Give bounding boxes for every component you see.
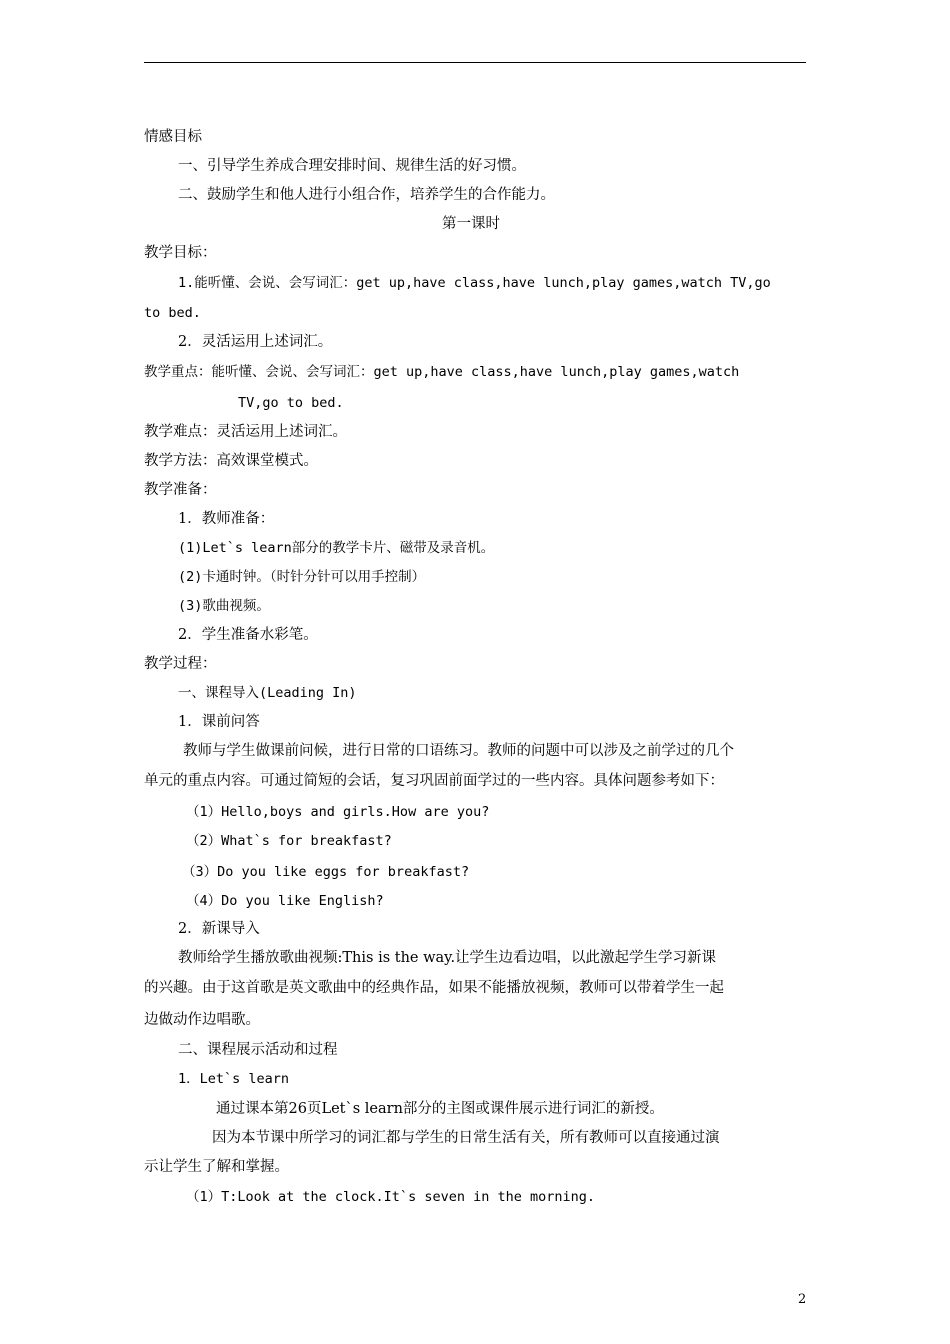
section-heading: 教学过程：	[144, 656, 217, 672]
paragraph: 教学方法：高效课堂模式。	[144, 453, 318, 469]
paragraph: （1）T:Look at the clock.It`s seven in the morning.	[186, 1189, 596, 1205]
paragraph: 通过课本第26页Let`s learn部分的主图或课件展示进行词汇的新授。	[216, 1101, 664, 1117]
paragraph: 单元的重点内容。可通过简短的会话，复习巩固前面学过的一些内容。具体问题参考如下：	[144, 773, 724, 789]
list-item: (1)Let`s learn部分的教学卡片、磁带及录音机。	[178, 540, 495, 556]
paragraph: TV,go to bed.	[238, 395, 344, 411]
paragraph: 边做动作边唱歌。	[144, 1012, 260, 1028]
paragraph: 二、课程展示活动和过程	[178, 1042, 338, 1058]
list-item: （4）Do you like English?	[186, 893, 384, 909]
header-rule	[144, 62, 806, 63]
paragraph: 的兴趣。由于这首歌是英文歌曲中的经典作品，如果不能播放视频，教师可以带着学生一起	[144, 980, 724, 996]
list-item: 2．学生准备水彩笔。	[178, 627, 318, 643]
section-heading: 教学准备：	[144, 482, 217, 498]
paragraph: 教师给学生播放歌曲视频:This is the way.让学生边看边唱，以此激起学生学习新课	[178, 950, 717, 966]
page-number: 2	[798, 1292, 807, 1307]
paragraph: 2．新课导入	[178, 921, 260, 937]
list-item: (2)卡通时钟。（时针分针可以用手控制）	[178, 569, 426, 585]
list-item: （1）Hello,boys and girls.How are you?	[186, 804, 490, 820]
paragraph: 因为本节课中所学习的词汇都与学生的日常生活有关，所有教师可以直接通过演	[212, 1130, 720, 1146]
paragraph: 教学难点：灵活运用上述词汇。	[144, 424, 347, 440]
paragraph: 1．Let`s learn	[178, 1071, 290, 1087]
paragraph: 1.能听懂、会说、会写词汇：get up,have class,have lunch,play games,watch TV,go	[178, 275, 771, 291]
lesson-title: 第一课时	[442, 216, 500, 232]
list-item: （2）What`s for breakfast?	[186, 833, 392, 849]
section-heading: 教学目标：	[144, 245, 217, 261]
list-item: （3）Do you like eggs for breakfast?	[182, 864, 470, 880]
paragraph: 一、引导学生养成合理安排时间、规律生活的好习惯。	[178, 158, 526, 174]
paragraph: 二、鼓励学生和他人进行小组合作，培养学生的合作能力。	[178, 187, 555, 203]
paragraph: 教学重点：能听懂、会说、会写词汇：get up,have class,have lunch,play games,watch	[144, 364, 740, 380]
paragraph: 示让学生了解和掌握。	[144, 1159, 289, 1175]
paragraph: 一、课程导入(Leading In)	[178, 685, 357, 701]
paragraph: 2．灵活运用上述词汇。	[178, 334, 333, 350]
paragraph: to bed.	[144, 305, 201, 321]
paragraph: 教师与学生做课前问候，进行日常的口语练习。教师的问题中可以涉及之前学过的几个	[183, 743, 734, 759]
list-item: 1．教师准备：	[178, 511, 275, 527]
section-heading: 情感目标	[144, 129, 202, 145]
list-item: (3)歌曲视频。	[178, 598, 270, 614]
paragraph: 1．课前问答	[178, 714, 260, 730]
